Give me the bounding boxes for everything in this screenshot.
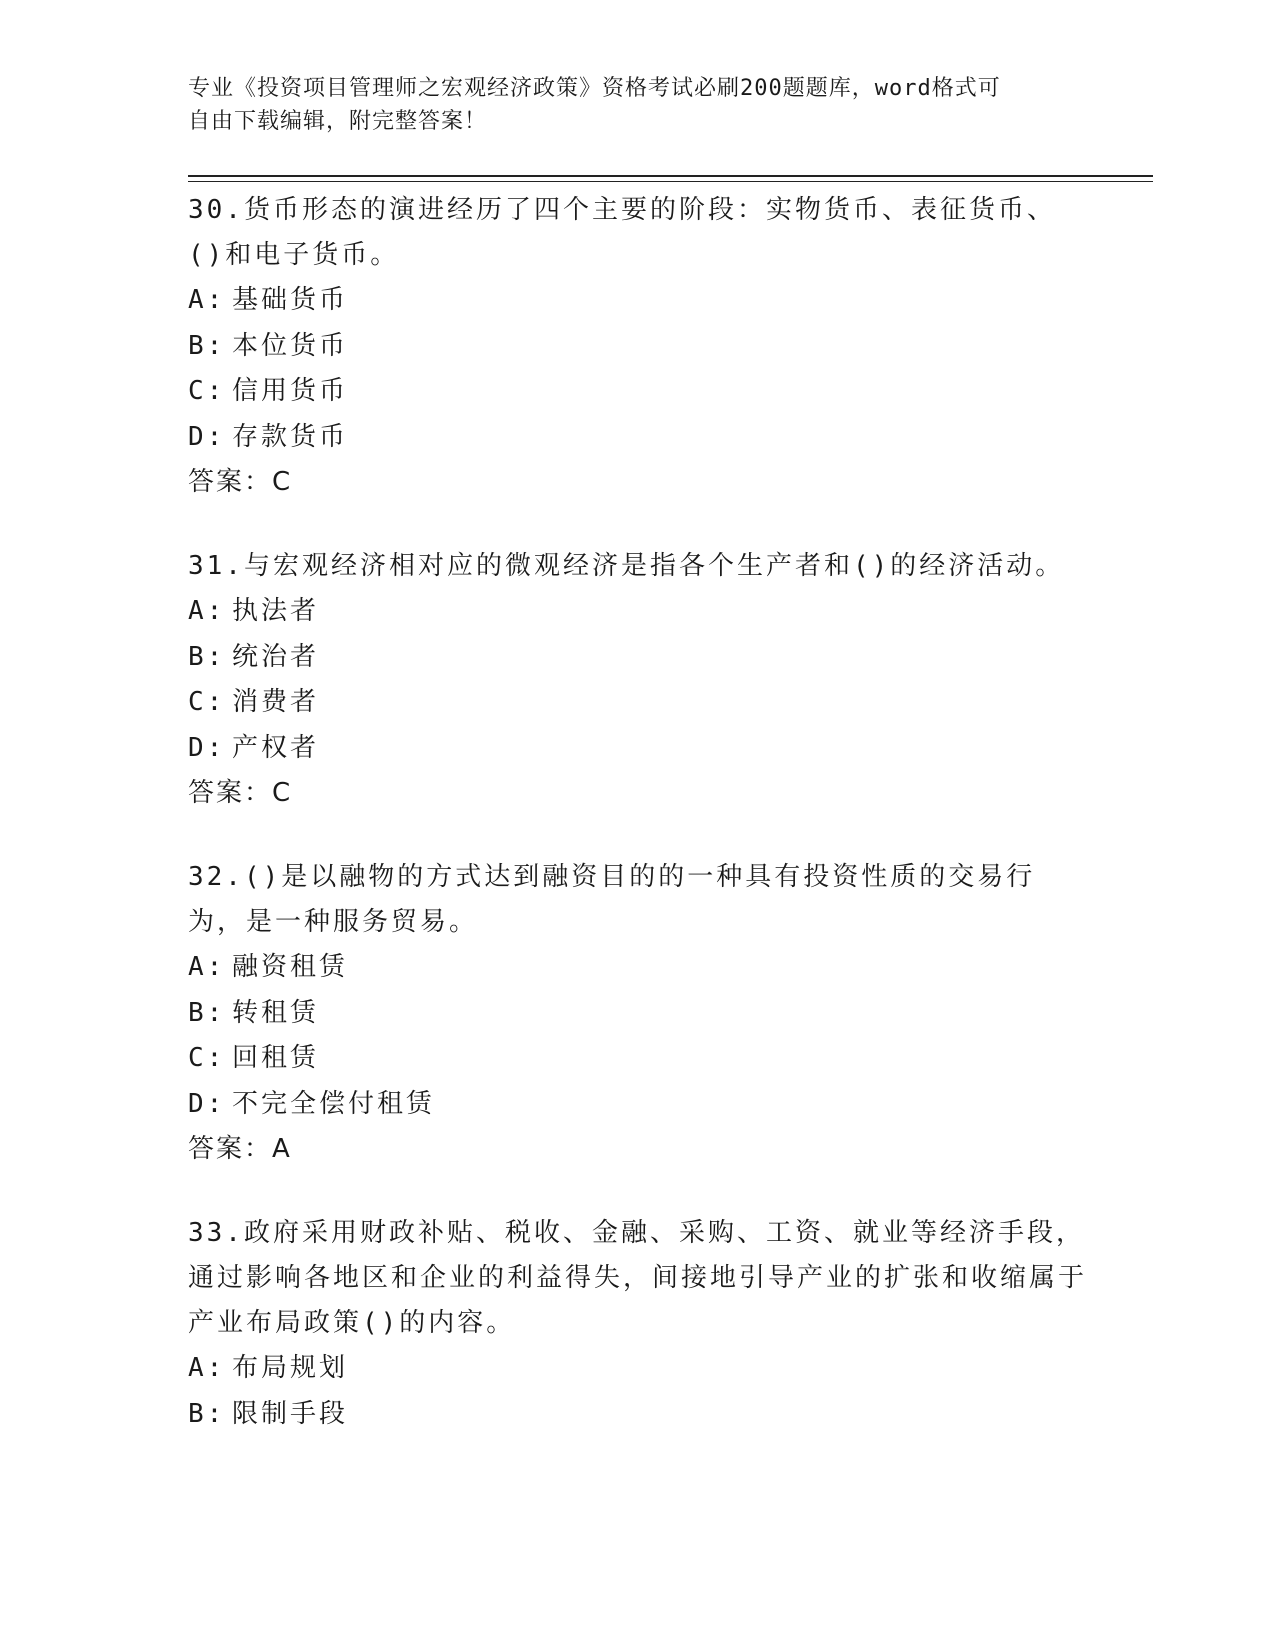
option-a [188, 1346, 1088, 1392]
option-d [188, 415, 1088, 461]
option-text: 转租赁 [232, 997, 320, 1028]
question-stem: 32.()是以融物的方式达到融资目的的一种具有投资性质的交易行为，是一种服务贸易。 [188, 862, 1036, 937]
option-text: 产权者 [232, 732, 320, 763]
question-31 [188, 544, 1088, 816]
question-stem: 30.货币形态的演进经历了四个主要的阶段：实物货币、表征货币、()和电子货币。 [188, 195, 1056, 270]
question-32 [188, 855, 1088, 1172]
option-b [188, 991, 1088, 1037]
document-header [188, 72, 1088, 138]
question-stem: 33.政府采用财政补贴、税收、金融、采购、工资、就业等经济手段，通过影响各地区和企业的利益得失，间接地引导产业的扩张和收缩属于产业布局政策()的内容。 [188, 1218, 1088, 1338]
option-text: 融资租赁 [232, 952, 349, 982]
question-list [188, 188, 1088, 1476]
option-text: 布局规划 [232, 1353, 349, 1383]
option-key: D: [188, 1088, 226, 1119]
option-key: A: [188, 285, 226, 315]
question-30 [188, 188, 1088, 505]
option-key: D: [188, 732, 226, 763]
option-key: C: [188, 376, 226, 406]
option-key: B: [188, 1398, 226, 1429]
option-b [188, 324, 1088, 370]
option-text: 信用货币 [232, 376, 349, 406]
option-d [188, 726, 1088, 772]
option-key: D: [188, 421, 226, 452]
option-text: 消费者 [232, 687, 320, 717]
option-text: 本位货币 [232, 330, 349, 361]
option-c [188, 680, 1088, 726]
option-b [188, 635, 1088, 681]
option-a [188, 589, 1088, 635]
option-key: B: [188, 330, 226, 361]
option-key: A: [188, 596, 226, 626]
option-text: 执法者 [232, 596, 320, 626]
option-d [188, 1082, 1088, 1128]
option-key: A: [188, 952, 226, 982]
question-stem: 31.与宏观经济相对应的微观经济是指各个生产者和()的经济活动。 [188, 551, 1065, 581]
option-a [188, 945, 1088, 991]
option-c [188, 1036, 1088, 1082]
option-c [188, 369, 1088, 415]
answer-line: 答案：C [188, 778, 293, 808]
option-text: 统治者 [232, 641, 320, 672]
option-text: 回租赁 [232, 1043, 320, 1073]
option-b [188, 1392, 1088, 1438]
option-text: 基础货币 [232, 285, 349, 315]
header-line-2: 自由下载编辑，附完整答案！ [188, 109, 488, 134]
answer-line: 答案：C [188, 467, 293, 497]
header-rule-thick [188, 175, 1153, 177]
answer-line: 答案：A [188, 1134, 292, 1164]
option-a [188, 278, 1088, 324]
question-33 [188, 1211, 1088, 1437]
option-text: 存款货币 [232, 421, 349, 452]
option-key: A: [188, 1353, 226, 1383]
header-line-1: 专业《投资项目管理师之宏观经济政策》资格考试必刷200题题库，word格式可 [188, 76, 1001, 101]
option-key: C: [188, 1043, 226, 1073]
option-key: B: [188, 997, 226, 1028]
option-key: B: [188, 641, 226, 672]
option-key: C: [188, 687, 226, 717]
option-text: 不完全偿付租赁 [232, 1088, 436, 1119]
option-text: 限制手段 [232, 1398, 349, 1429]
header-rule-thin [188, 181, 1153, 182]
